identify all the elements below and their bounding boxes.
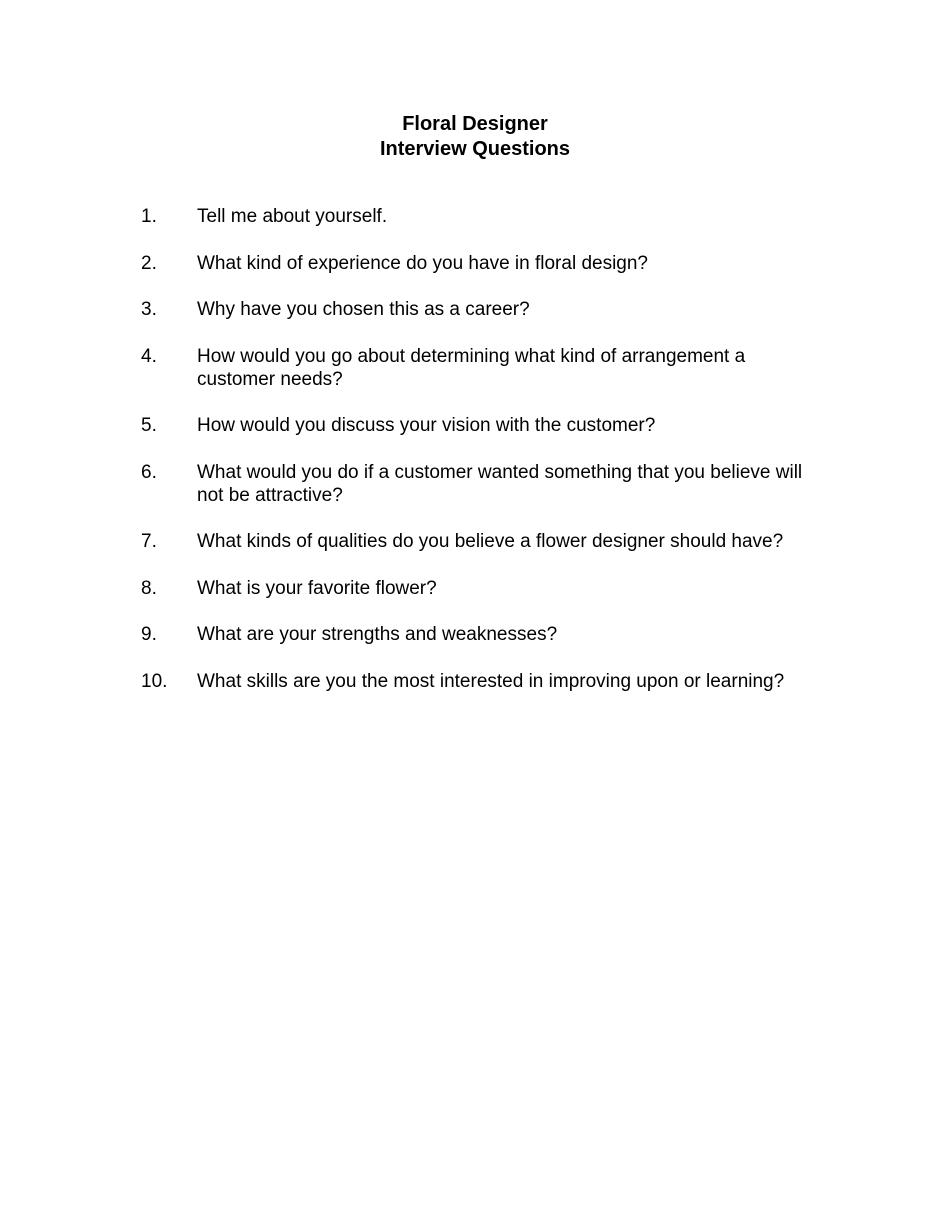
question-text: What would you do if a customer wanted something that you believe will not be attractive? (197, 461, 803, 506)
question-item-9 (141, 623, 821, 646)
question-text: What kinds of qualities do you believe a flower designer should have? (197, 531, 784, 552)
question-number: 2. (141, 252, 157, 274)
question-number: 5. (141, 415, 157, 436)
question-number: 3. (141, 299, 157, 320)
question-number: 8. (141, 577, 157, 599)
question-item-8 (141, 577, 821, 600)
question-number: 6. (141, 461, 157, 483)
question-text: Tell me about yourself. (197, 206, 388, 227)
question-number: 4. (141, 345, 157, 367)
question-item-3 (141, 298, 821, 321)
document-title (0, 112, 950, 162)
question-text: Why have you chosen this as a career? (197, 299, 530, 320)
question-text: How would you discuss your vision with the customer? (197, 415, 656, 436)
question-number: 1. (141, 206, 157, 227)
question-text: What is your favorite flower? (197, 577, 437, 599)
question-text: What skills are you the most interested in improving upon or learning? (197, 670, 785, 692)
question-item-7 (141, 530, 821, 553)
question-item-10 (141, 670, 821, 693)
question-item-2 (141, 252, 821, 275)
question-item-1 (141, 205, 821, 228)
question-item-6 (141, 461, 821, 507)
question-text: What kind of experience do you have in floral design? (197, 252, 648, 274)
question-text: What are your strengths and weaknesses? (197, 624, 558, 645)
question-item-4 (141, 345, 821, 391)
question-number: 7. (141, 531, 157, 552)
question-number: 10. (141, 670, 168, 692)
title-line-job: Floral Designer (402, 113, 548, 135)
question-number: 9. (141, 624, 157, 645)
question-item-5 (141, 414, 821, 437)
question-list (141, 205, 821, 716)
question-text: How would you go about determining what kind of arrangement a customer needs? (197, 345, 746, 390)
title-line-subtitle: Interview Questions (379, 138, 571, 160)
